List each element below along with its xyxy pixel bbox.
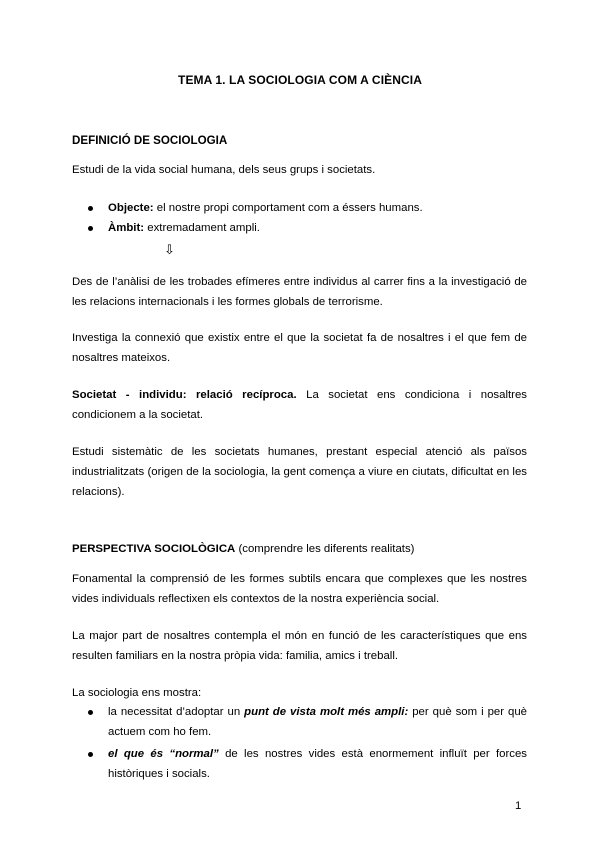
bullet-text: el nostre propi comportament com a éssers humans.: [153, 202, 423, 214]
list-item-ambit: [72, 218, 527, 238]
bullet-text: extremadament ampli.: [144, 222, 260, 234]
emphasis-text: Societat - individu: relació recíproca.: [72, 389, 297, 401]
section-heading-perspectiva: [72, 539, 527, 559]
list-item-normal: [72, 744, 527, 784]
bullet-text: de les nostres vides està enormement influït per forces històriques i socials.: [108, 748, 527, 780]
paragraph-intro-mostra: La sociologia ens mostra:: [72, 687, 202, 699]
paragraph-major-part: La major part de nosaltres contempla el món en funció de les característiques que ens resulten familiars en la nostra pròpia vida: familia, amics i treball.: [72, 630, 527, 662]
section-heading-text: PERSPECTIVA SOCIOLÒGICA: [72, 543, 236, 555]
definition-bullet-list: [72, 198, 527, 238]
perspectiva-bullet-list: [72, 702, 527, 784]
list-item-punt-de-vista: [72, 702, 527, 742]
bullet-text: la necessitat d’adoptar un: [108, 706, 245, 718]
bullet-text: per què som i per què actuem com ho fem.: [108, 706, 527, 738]
bullet-emphasis: punt de vista molt més ampli:: [244, 706, 409, 718]
bullet-dot-icon: [88, 226, 93, 231]
paragraph-text: La societat ens condiciona i nosaltres condicionem a la societat.: [72, 389, 527, 421]
bullet-dot-icon: [88, 752, 93, 757]
list-item-objecte: [72, 198, 527, 218]
paragraph-trobades: Des de l’anàlisi de les trobades efímeres entre individus al carrer fins a la investigació de les relacions internacionals i les formes globals de terrorisme.: [72, 276, 527, 308]
definition-paragraph: Estudi de la vida social humana, dels seus grups i societats.: [72, 164, 376, 176]
page-number: 1: [515, 800, 522, 812]
section-heading-note: (comprendre les diferents realitats): [235, 543, 415, 555]
bullet-dot-icon: [88, 710, 93, 715]
page-title: TEMA 1. LA SOCIOLOGIA COM A CIÈNCIA: [178, 73, 422, 87]
bullet-dot-icon: [88, 206, 93, 211]
paragraph-estudi-sistematic: Estudi sistemàtic de les societats humanes, prestant especial atenció als països industrialitzats (origen de la sociologia, la gent comença a viure en ciutats, dificultat en les relacions).: [72, 446, 527, 498]
section-heading-definition: DEFINICIÓ DE SOCIOLOGIA: [72, 134, 228, 147]
paragraph-connexio: Investiga la connexió que existix entre el que la societat fa de nosaltres i el que fem de nosaltres mateixos.: [72, 332, 527, 364]
bullet-label: Objecte:: [108, 202, 154, 214]
paragraph-fonamental: Fonamental la comprensió de les formes subtils encara que complexes que les nostres vides individuals reflectixen els contextos de la nostra experiència social.: [72, 573, 527, 605]
bullet-emphasis: el que és “normal”: [108, 748, 219, 760]
paragraph-societat-individu: [72, 385, 527, 425]
bullet-label: Àmbit:: [108, 222, 145, 234]
down-arrow-icon: ⇩: [164, 243, 175, 258]
